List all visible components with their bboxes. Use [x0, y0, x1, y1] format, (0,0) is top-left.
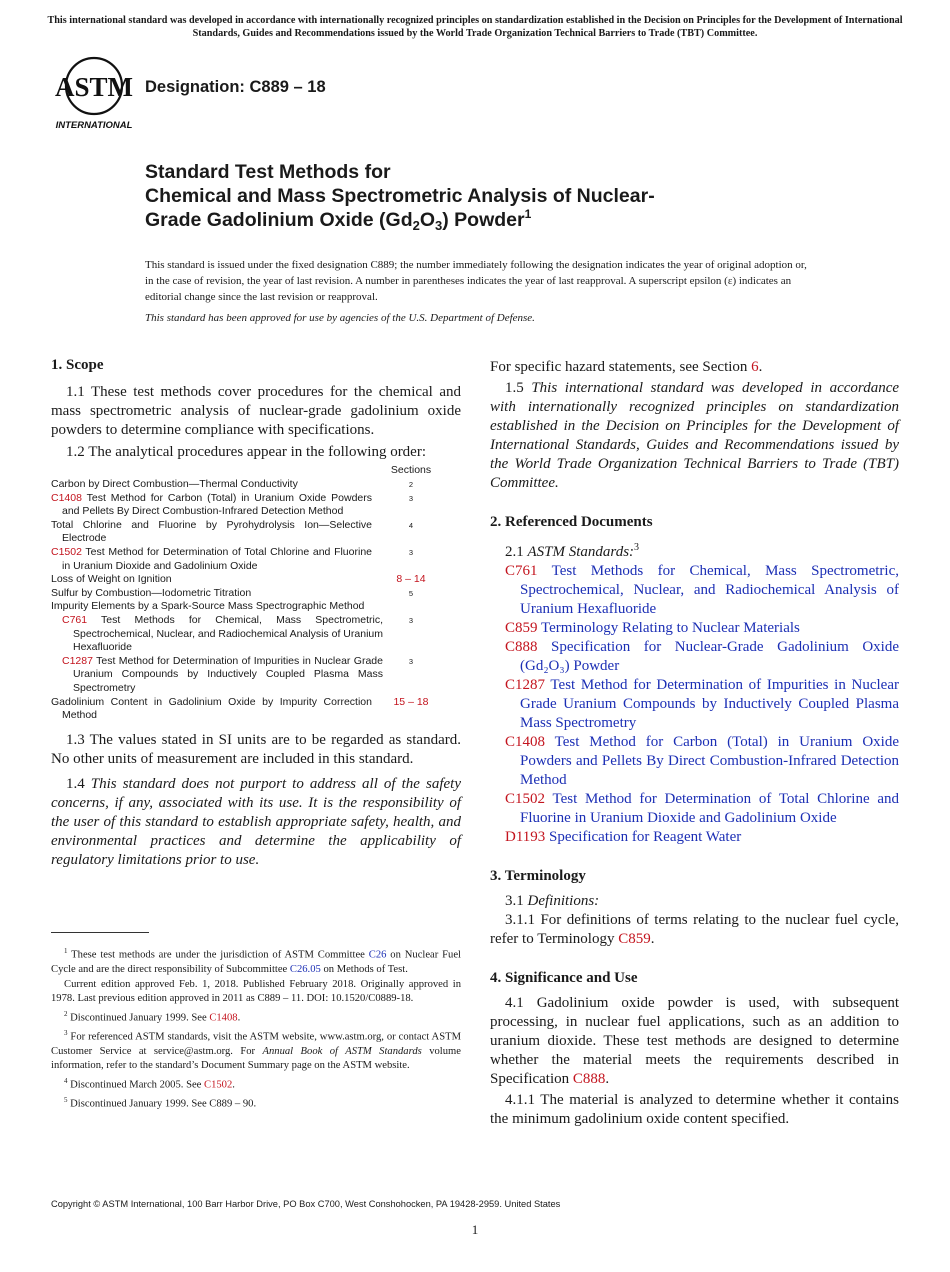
- para-1-4-text: This standard does not purport to address all of the safety concerns, if any, associated with its use. It is the responsibility of the user of this standard to establish appropriate safety, health, and environmental practices and determine the applicability of regulatory limitations prior to use.: [51, 775, 461, 868]
- reference-code-link[interactable]: C888: [505, 639, 538, 655]
- toc-text: [51, 696, 372, 723]
- toc-section: 3: [408, 547, 414, 557]
- toc-label: Impurity Elements by a Spark-Source Mass Spectrographic Method: [51, 600, 365, 613]
- toc-text: [51, 614, 383, 655]
- para-3-1-text: Definitions:: [527, 893, 600, 909]
- c888-link[interactable]: C888: [572, 1071, 606, 1087]
- astm-standards-num: 2.1: [505, 544, 528, 560]
- footnote-2-b: .: [237, 1012, 241, 1024]
- astm-standards-label: [490, 538, 899, 562]
- toc-code-link[interactable]: C1502: [51, 545, 82, 558]
- toc-label: Test Method for Determination of Impurities in Nuclear Grade Uranium Compounds by Inductively Coupled Plasma Mass Spectrometry: [73, 654, 383, 694]
- para-3-1-1: [490, 911, 899, 949]
- reference-code-link[interactable]: C761: [505, 563, 538, 579]
- c859-link[interactable]: C859: [618, 931, 651, 947]
- toc-rows: [51, 478, 461, 723]
- toc-label: Test Methods for Chemical, Mass Spectrometric, Spectrochemical, Nuclear, and Radiochemical Analysis of Uranium Hexafluoride: [73, 613, 383, 654]
- issued-statement: This standard is issued under the fixed designation C889; the number immediately following the designation indicates the year of original adoption or, in the case of revision, the year of last revision. A number in parentheses indicates the year of last reapproval. A superscript epsilon (ε) indicates an editorial change since the last revision or reapproval.: [145, 259, 807, 303]
- toc-label: Sulfur by Combustion—Iodometric Titration: [51, 586, 252, 599]
- section-6-link[interactable]: 6: [751, 359, 759, 375]
- toc-row: [51, 655, 461, 696]
- footnote-rule: [51, 932, 149, 933]
- footnote-5-a: Discontinued January 1999. See C889 – 90.: [67, 1098, 257, 1110]
- footnote-c1502-link[interactable]: C1502: [204, 1079, 233, 1091]
- para-1-4-num: 1.4: [66, 775, 91, 792]
- reference-code-link[interactable]: C1287: [505, 677, 546, 693]
- toc-section: 2: [408, 480, 414, 489]
- left-column: [51, 356, 461, 870]
- toc-label: Carbon by Direct Combustion—Thermal Conductivity: [51, 478, 298, 490]
- reference-title-link[interactable]: Test Method for Determination of Impurities in Nuclear Grade Uranium Compounds by Inductively Coupled Plasma Mass Spectrometry: [520, 677, 899, 731]
- footnote-3-mark: 3: [64, 1028, 68, 1037]
- footnote-4-mark: 4: [64, 1076, 68, 1085]
- toc-section[interactable]: 15 – 18: [393, 695, 429, 708]
- footnote-edition: Current edition approved Feb. 1, 2018. Published February 2018. Originally approved in 1978. Last previous edition approved in 2011 as C889 – 11. DOI: 10.1520/C0889-18.: [51, 978, 461, 1005]
- astm-standards-mark: 3: [634, 542, 640, 553]
- toc-text: [51, 546, 372, 573]
- sections-label: Sections: [390, 464, 432, 476]
- reference-item: [505, 790, 899, 828]
- reference-code-link[interactable]: C1502: [505, 791, 546, 807]
- c26-05-link[interactable]: C26.05: [289, 964, 321, 976]
- toc-text: [51, 492, 372, 519]
- astm-standards-text: ASTM Standards:: [527, 544, 635, 560]
- toc-row: [51, 519, 461, 546]
- reference-title-link[interactable]: Test Methods for Chemical, Mass Spectrometric, Spectrochemical, Nuclear, and Radiochemical Analysis of Uranium Hexafluoride: [520, 563, 899, 617]
- para-1-2: 1.2 The analytical procedures appear in the following order:: [66, 444, 427, 460]
- footnote-3-ital: Annual Book of ASTM Standards: [262, 1045, 422, 1057]
- title-line-1: Standard Test Methods for: [145, 161, 391, 183]
- footnote-c1408-link[interactable]: C1408: [209, 1012, 238, 1024]
- para-3-1-num: 3.1: [505, 893, 528, 909]
- reference-item: [505, 562, 899, 619]
- footnote-2-a: Discontinued January 1999. See: [67, 1012, 210, 1024]
- toc-text: [51, 573, 372, 587]
- title-mid: O: [419, 209, 436, 231]
- reference-item: [505, 638, 899, 676]
- toc-row: [51, 478, 461, 492]
- para-1-4: [51, 775, 461, 870]
- para-1-5-text: This international standard was developed in accordance with internationally recognized principles on standardization established in the Decision on Principles for the Development of International Standards, Guides and Recommendations issued by the World Trade Organization Technical Barriers to Trade (TBT) Committee.: [490, 380, 900, 491]
- page-number: 1: [471, 1222, 479, 1237]
- toc-row: [51, 600, 461, 614]
- toc-text: [51, 478, 372, 492]
- reference-title-link[interactable]: Specification for Nuclear-Grade Gadolinium Oxide (Gd₂O₃) Powder: [520, 639, 899, 674]
- toc-section: 3: [408, 493, 414, 503]
- reference-title-link[interactable]: Test Method for Carbon (Total) in Uranium Oxide Powders and Pellets By Direct Combustion-Infrared Detection Method: [520, 734, 899, 788]
- para-3-1-1-text: 3.1.1 For definitions of terms relating to the nuclear fuel cycle, refer to Terminology: [490, 912, 899, 947]
- para-1-4-tail-pre: For specific hazard statements, see Section: [490, 359, 752, 375]
- toc-row: [51, 696, 461, 723]
- copyright: Copyright © ASTM International, 100 Barr Harbor Drive, PO Box C700, West Conshohocken, PA 19428-2959. United States: [51, 1199, 561, 1209]
- terminology-heading: 3. Terminology: [490, 868, 586, 884]
- toc-header: [51, 464, 461, 478]
- para-1-4-tail: [490, 358, 899, 377]
- title-footnote-mark: 1: [524, 207, 532, 221]
- c26-link[interactable]: C26: [368, 949, 387, 961]
- toc-code-link[interactable]: C1408: [51, 491, 82, 504]
- right-column: [490, 358, 899, 1129]
- para-1-1: 1.1 These test methods cover procedures for the chemical and mass spectrometric analysis of nuclear-grade gadolinium oxide powders to determine compliance with specifications.: [51, 384, 461, 438]
- toc-code-link[interactable]: C761: [62, 613, 88, 626]
- para-1-3: 1.3 The values stated in SI units are to be regarded as standard. No other units of measurement are included in this standard.: [51, 731, 461, 767]
- astm-logo-icon: [52, 54, 136, 132]
- footnote-1-mark: 1: [64, 947, 68, 955]
- footnote-3-b: volume information, refer to the standard’s Document Summary page on the ASTM website.: [51, 1045, 461, 1072]
- reference-title-link[interactable]: Specification for Reagent Water: [545, 829, 742, 845]
- reference-code-link[interactable]: C1408: [505, 734, 546, 750]
- toc-text: [51, 655, 383, 696]
- referenced-heading: 2. Referenced Documents: [490, 514, 653, 530]
- footnote-5-mark: 5: [64, 1095, 68, 1104]
- reference-item: [505, 619, 899, 638]
- footnote-2-mark: 2: [64, 1009, 68, 1018]
- toc-section[interactable]: 8 – 14: [396, 573, 426, 586]
- para-1-4-tail-post: .: [758, 359, 763, 375]
- toc-row: [51, 573, 461, 587]
- para-4-1-1: 4.1.1 The material is analyzed to determine whether it contains the minimum gadolinium oxide content specified.: [490, 1092, 899, 1127]
- title-line-3-pre: Grade Gadolinium Oxide (Gd: [145, 209, 413, 231]
- reference-title-link[interactable]: Test Method for Determination of Total Chlorine and Fluorine in Uranium Dioxide and Gadolinium Oxide: [520, 791, 899, 826]
- title-line-3: [145, 208, 845, 232]
- toc-row: [51, 546, 461, 573]
- logo-subtext: INTERNATIONAL: [55, 120, 133, 131]
- title-sub-2: 3: [435, 218, 443, 233]
- reference-title-link[interactable]: Terminology Relating to Nuclear Materials: [537, 620, 800, 636]
- reference-item: [505, 828, 899, 847]
- toc-label: Gadolinium Content in Gadolinium Oxide by Impurity Correction Method: [51, 695, 372, 722]
- toc-section: 5: [408, 588, 414, 598]
- reference-item: [505, 733, 899, 790]
- designation: Designation: C889 – 18: [145, 78, 326, 96]
- para-4-1: [490, 994, 899, 1089]
- procedures-table: [51, 464, 461, 723]
- toc-section: 3: [408, 615, 414, 625]
- footnote-1-a: These test methods are under the jurisdiction of ASTM Committee: [67, 949, 369, 961]
- toc-label: Test Method for Carbon (Total) in Uranium Oxide Powders and Pellets By Direct Combustion-Infrared Detection Method: [62, 491, 372, 518]
- footnote-1-b: on Nuclear Fuel Cycle and are the direct responsibility of Subcommittee: [51, 949, 461, 976]
- footnote-4-a: Discontinued March 2005. See: [67, 1079, 205, 1091]
- para-1-5: [490, 379, 899, 493]
- significance-heading: 4. Significance and Use: [490, 970, 638, 986]
- toc-section: 3: [408, 656, 414, 666]
- document-title: [145, 160, 845, 232]
- toc-code-link[interactable]: C1287: [62, 654, 93, 667]
- toc-label: Loss of Weight on Ignition: [51, 573, 172, 586]
- reference-code-link[interactable]: D1193: [505, 829, 546, 845]
- footnote-4: [51, 1074, 461, 1093]
- toc-section: 4: [408, 520, 414, 530]
- toc-label: Total Chlorine and Fluorine by Pyrohydrolysis Ion—Selective Electrode: [51, 518, 372, 545]
- logo-text: ASTM: [54, 72, 134, 102]
- footnote-2: [51, 1007, 461, 1026]
- toc-row: [51, 614, 461, 655]
- title-line-2: Chemical and Mass Spectrometric Analysis of Nuclear-: [145, 185, 655, 207]
- toc-row: [51, 492, 461, 519]
- para-4-1-end: .: [605, 1071, 610, 1087]
- title-sub-1: 2: [412, 218, 420, 233]
- reference-list: [490, 562, 899, 847]
- toc-text: [51, 587, 372, 601]
- para-3-1: [490, 892, 899, 911]
- toc-label: Test Method for Determination of Total Chlorine and Fluorine in Uranium Dioxide and Gadolinium Oxide: [62, 545, 372, 572]
- footnote-1: [51, 944, 461, 978]
- toc-text: [51, 600, 372, 614]
- footnote-3: [51, 1026, 461, 1074]
- footnotes: [51, 944, 461, 1112]
- footnote-4-b: .: [232, 1079, 235, 1091]
- astm-logo: [52, 54, 136, 132]
- footnote-3-a: For referenced ASTM standards, visit the ASTM website, www.astm.org, or contact ASTM Customer Service at service@astm.org. For: [51, 1031, 461, 1057]
- footnote-5: [51, 1093, 461, 1112]
- toc-row: [51, 587, 461, 601]
- wto-notice: This international standard was developed in accordance with internationally recognized principles on standardization established in the Decision on Principles for the Development of International Standards, Guides and Recommendations issued by the World Trade Organization Technical Barriers to Trade (TBT) Committee.: [47, 15, 903, 39]
- reference-code-link[interactable]: C859: [505, 620, 538, 636]
- para-3-1-1-end: .: [650, 931, 655, 947]
- para-4-1-text: 4.1 Gadolinium oxide powder is used, with subsequent processing, in nuclear fuel applications, such as an addition to uranium dioxide. These test methods are designed to determine whether the material meets the requirements described in Specification: [490, 995, 899, 1087]
- para-1-5-num: 1.5: [505, 380, 532, 396]
- scope-heading: 1. Scope: [51, 357, 104, 373]
- title-line-3-post: ) Powder: [442, 209, 525, 231]
- toc-text: [51, 519, 372, 546]
- footnote-1-c: on Methods of Test.: [320, 964, 408, 976]
- dod-approval: This standard has been approved for use by agencies of the U.S. Department of Defense.: [145, 312, 535, 324]
- reference-item: [505, 676, 899, 733]
